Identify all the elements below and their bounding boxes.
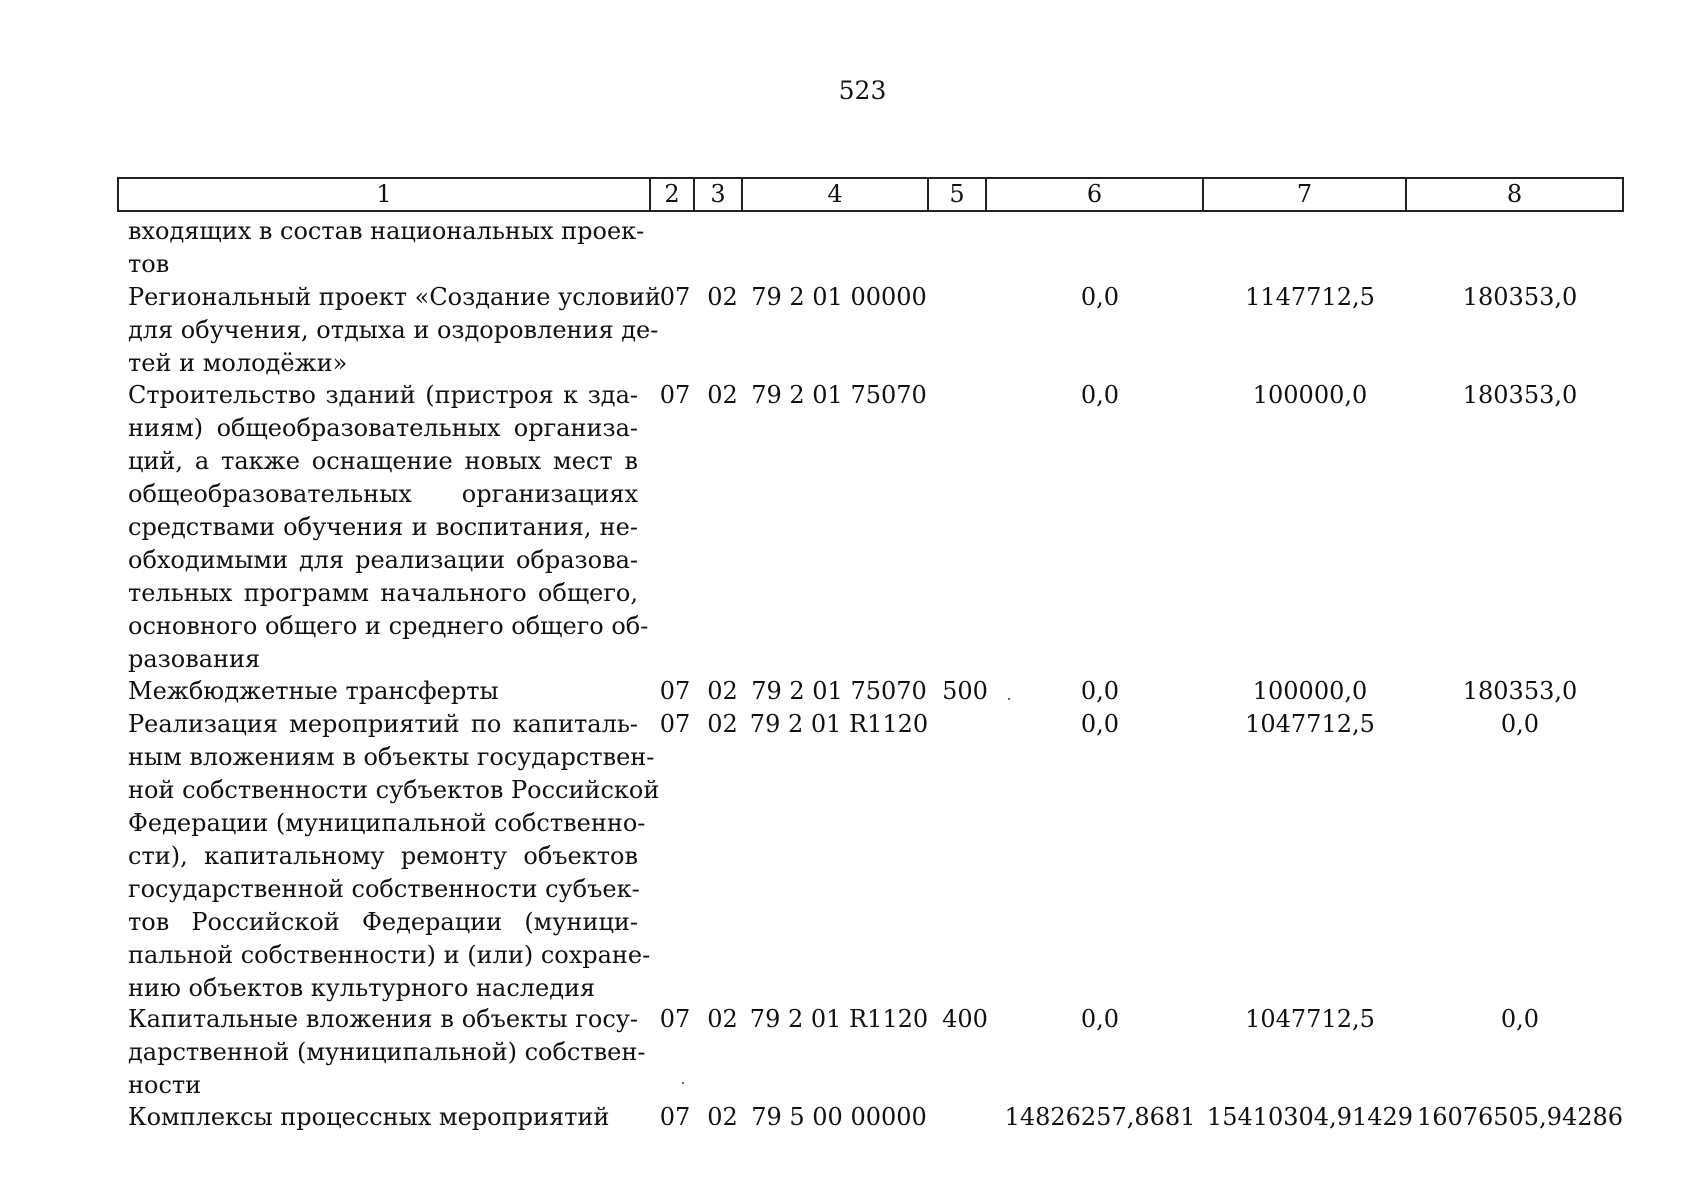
row-name (128, 708, 660, 1005)
name-line: ниям) общеобразовательных организа- (128, 414, 638, 442)
row-section: 07 (659, 1005, 691, 1033)
header-col-1: 1 (118, 178, 650, 211)
name-line: Региональный проект «Создание условий (128, 283, 661, 311)
scan-speck (1008, 698, 1010, 700)
name-line: тей и молодёжи» (128, 349, 348, 377)
name-line: тельных программ начального общего, (128, 579, 638, 607)
row-amount-col-6: 0,0 (1080, 283, 1120, 311)
row-subsection: 02 (707, 1005, 738, 1033)
row-amount-col-7: 100000,0 (1252, 381, 1368, 409)
name-line: ности (128, 1071, 202, 1099)
row-section: 07 (659, 677, 691, 705)
row-target-code: 79 2 01 R1120 (749, 710, 929, 738)
row-amount-col-6: 0,0 (1080, 381, 1120, 409)
row-section: 07 (659, 381, 691, 409)
name-line: тов (128, 250, 170, 278)
name-line: Реализация мероприятий по капиталь- (128, 710, 638, 738)
name-line: ной собственности субъектов Российской (128, 776, 660, 804)
header-col-2: 2 (650, 178, 694, 211)
row-section: 07 (659, 283, 691, 311)
row-amount-col-7: 1047712,5 (1245, 1005, 1375, 1033)
name-line: Капитальные вложения в объекты госу- (128, 1005, 638, 1033)
row-subsection: 02 (707, 677, 738, 705)
row-amount-col-7: 100000,0 (1252, 677, 1368, 705)
row-name (128, 379, 649, 676)
row-amount-col-7: 1047712,5 (1245, 710, 1375, 738)
row-target-code: 79 2 01 R1120 (749, 1005, 929, 1033)
row-amount-col-7: 15410304,91429 (1206, 1103, 1414, 1131)
row-amount-col-8: 0,0 (1500, 710, 1540, 738)
name-line: Межбюджетные трансферты (128, 677, 499, 705)
row-subsection: 02 (707, 283, 738, 311)
name-line: Строительство зданий (пристроя к зда- (128, 381, 638, 409)
row-amount-col-8: 180353,0 (1462, 381, 1578, 409)
name-line: нию объектов культурного наследия (128, 974, 596, 1002)
name-line: общеобразовательных организациях (128, 480, 638, 508)
name-line: для обучения, отдыха и оздоровления де- (128, 316, 659, 344)
name-line: сти), капитальному ремонту объектов (128, 842, 638, 870)
row-name (128, 215, 645, 281)
name-line: средствами обучения и воспитания, не- (128, 513, 638, 541)
row-subsection: 02 (707, 381, 738, 409)
row-expense-type: 400 (942, 1005, 988, 1033)
row-target-code: 79 2 01 75070 (751, 381, 927, 409)
row-name (128, 675, 638, 708)
name-line: ным вложениям в объекты государствен- (128, 743, 655, 771)
header-col-3: 3 (694, 178, 742, 211)
header-col-8: 8 (1406, 178, 1623, 211)
row-amount-col-6: 0,0 (1080, 710, 1120, 738)
row-subsection: 02 (707, 710, 738, 738)
row-amount-col-8: 0,0 (1500, 1005, 1540, 1033)
name-line: государственной собственности субъек- (128, 875, 640, 903)
row-section: 07 (659, 1103, 691, 1131)
name-line: основного общего и среднего общего об- (128, 612, 649, 640)
page-number: 523 (838, 76, 887, 105)
row-target-code: 79 5 00 00000 (751, 1103, 927, 1131)
row-amount-col-6: 0,0 (1080, 677, 1120, 705)
name-line: дарственной (муниципальной) собствен- (128, 1038, 646, 1066)
header-col-5: 5 (928, 178, 986, 211)
row-amount-col-6: 14826257,8681 (1004, 1103, 1196, 1131)
row-name (128, 1101, 638, 1134)
scan-speck (682, 1082, 684, 1084)
row-amount-col-7: 1147712,5 (1245, 283, 1375, 311)
row-amount-col-8: 180353,0 (1462, 283, 1578, 311)
row-target-code: 79 2 01 75070 (751, 677, 927, 705)
header-col-7: 7 (1203, 178, 1406, 211)
name-line: входящих в состав национальных проек- (128, 217, 645, 245)
name-line: ций, а также оснащение новых мест в (128, 447, 638, 475)
name-line: разования (128, 645, 261, 673)
name-line: обходимыми для реализации образова- (128, 546, 638, 574)
name-line: Комплексы процессных мероприятий (128, 1103, 610, 1131)
row-amount-col-6: 0,0 (1080, 1005, 1120, 1033)
row-target-code: 79 2 01 00000 (751, 283, 927, 311)
row-expense-type: 500 (942, 677, 988, 705)
row-name (128, 1003, 646, 1102)
name-line: тов Российской Федерации (муници- (128, 908, 638, 936)
row-amount-col-8: 180353,0 (1462, 677, 1578, 705)
header-col-6: 6 (986, 178, 1203, 211)
header-col-4: 4 (742, 178, 928, 211)
row-section: 07 (659, 710, 691, 738)
row-name (128, 281, 661, 380)
name-line: пальной собственности) и (или) сохране- (128, 941, 651, 969)
name-line: Федерации (муниципальной собственно- (128, 809, 646, 837)
row-subsection: 02 (707, 1103, 738, 1131)
row-amount-col-8: 16076505,94286 (1416, 1103, 1624, 1131)
